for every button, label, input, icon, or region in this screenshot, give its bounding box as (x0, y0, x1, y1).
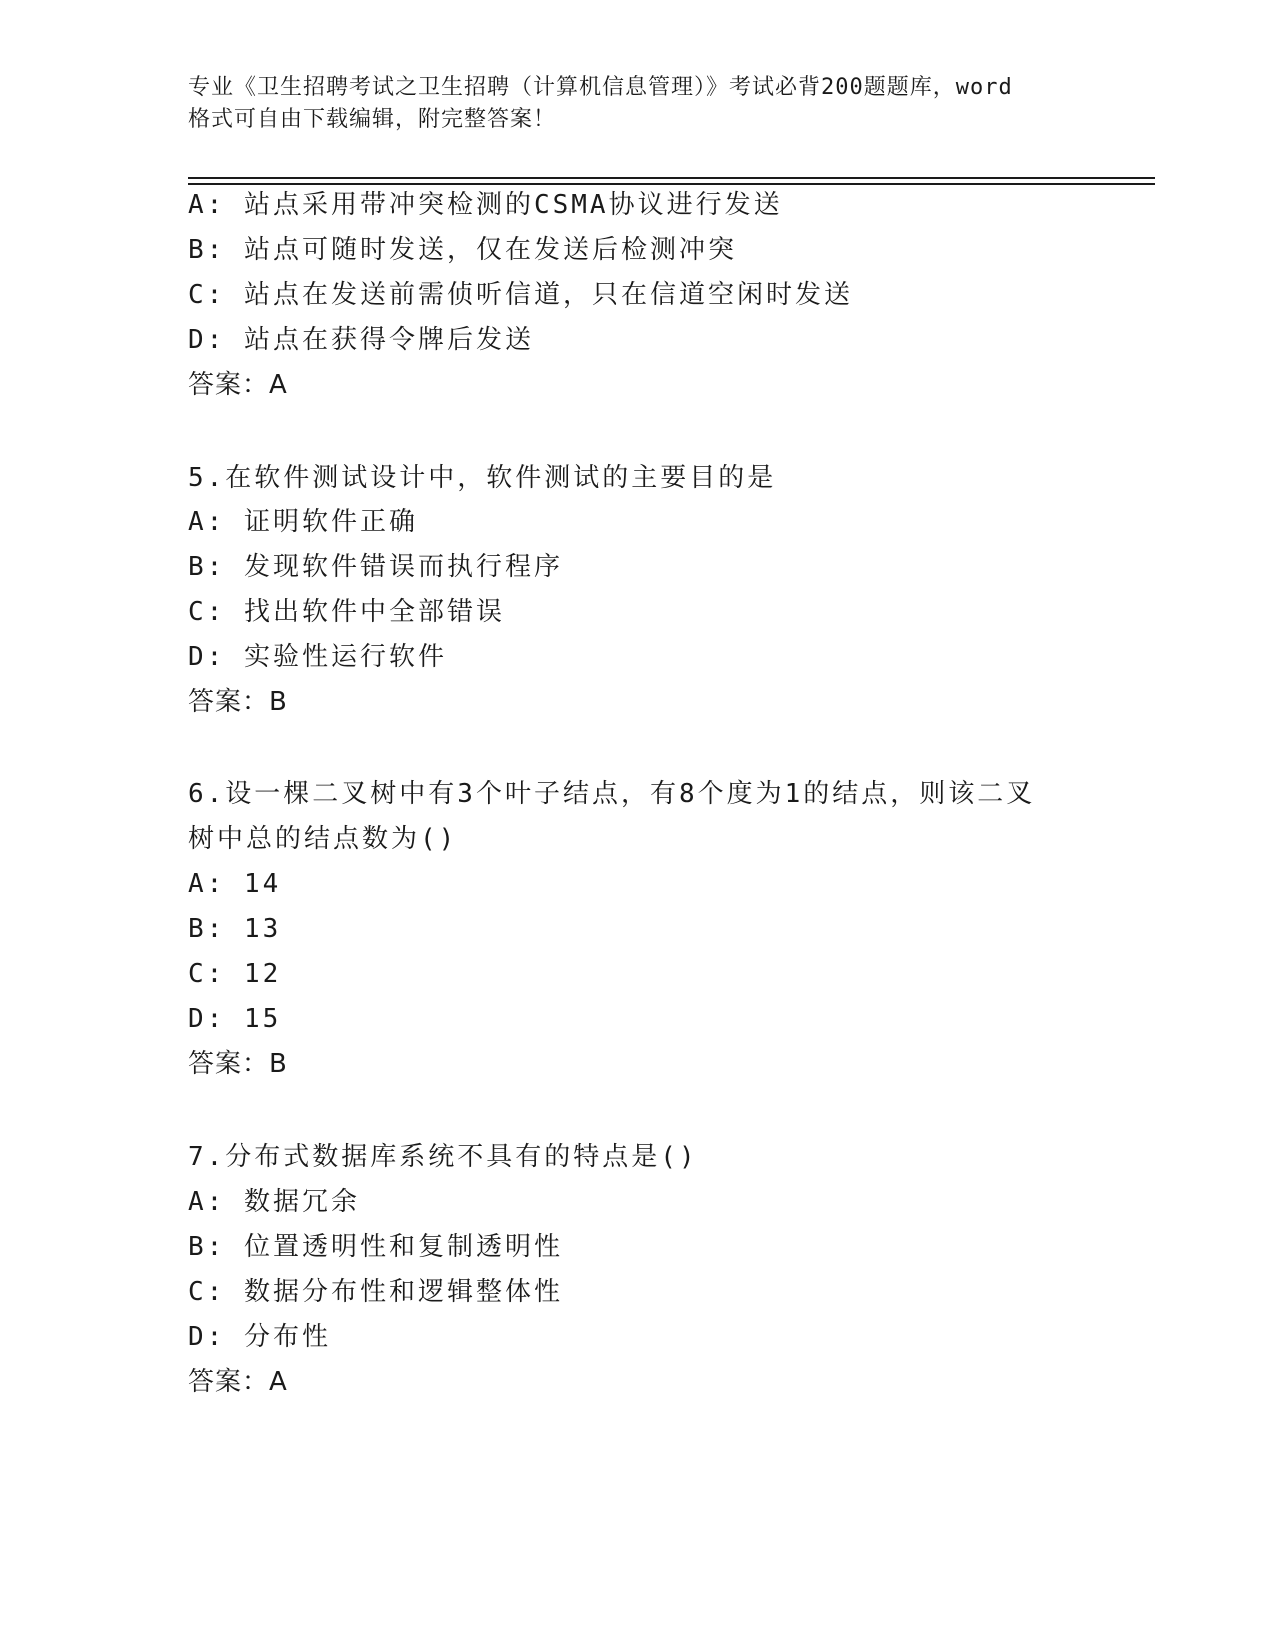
q6-option-a: A: 14 (188, 869, 282, 899)
q4-option-b: B: 站点可随时发送，仅在发送后检测冲突 (188, 235, 737, 265)
q5-option-d: D: 实验性运行软件 (188, 642, 447, 672)
q5-answer: 答案：B (188, 687, 288, 717)
header-divider-top (188, 177, 1155, 179)
q4-option-a: A: 站点采用带冲突检测的CSMA协议进行发送 (188, 190, 783, 220)
q4-option-c: C: 站点在发送前需侦听信道，只在信道空闲时发送 (188, 280, 853, 310)
q6-option-b: B: 13 (188, 914, 282, 944)
q5-option-a: A: 证明软件正确 (188, 507, 418, 537)
q6-question-line-1: 6.设一棵二叉树中有3个叶子结点，有8个度为1的结点，则该二叉 (188, 779, 1036, 809)
q7-option-c: C: 数据分布性和逻辑整体性 (188, 1277, 563, 1307)
header-divider-bottom (188, 183, 1155, 185)
q6-option-d: D: 15 (188, 1004, 282, 1034)
q5-option-b: B: 发现软件错误而执行程序 (188, 552, 563, 582)
q6-question-line-2: 树中总的结点数为() (188, 824, 458, 854)
q5-option-c: C: 找出软件中全部错误 (188, 597, 505, 627)
q6-option-c: C: 12 (188, 959, 282, 989)
header-line-1: 专业《卫生招聘考试之卫生招聘（计算机信息管理）》考试必背200题题库，word (188, 75, 1013, 100)
q5-question: 5.在软件测试设计中，软件测试的主要目的是 (188, 463, 777, 493)
header-line-2: 格式可自由下载编辑，附完整答案！ (188, 107, 557, 132)
q7-option-b: B: 位置透明性和复制透明性 (188, 1232, 563, 1262)
q7-question: 7.分布式数据库系统不具有的特点是() (188, 1142, 698, 1172)
q7-answer: 答案：A (188, 1367, 288, 1397)
q4-answer: 答案：A (188, 370, 288, 400)
document-header (188, 72, 1088, 136)
q4-option-d: D: 站点在获得令牌后发送 (188, 325, 534, 355)
q6-answer: 答案：B (188, 1049, 288, 1079)
q7-option-a: A: 数据冗余 (188, 1187, 360, 1217)
q7-option-d: D: 分布性 (188, 1322, 331, 1352)
